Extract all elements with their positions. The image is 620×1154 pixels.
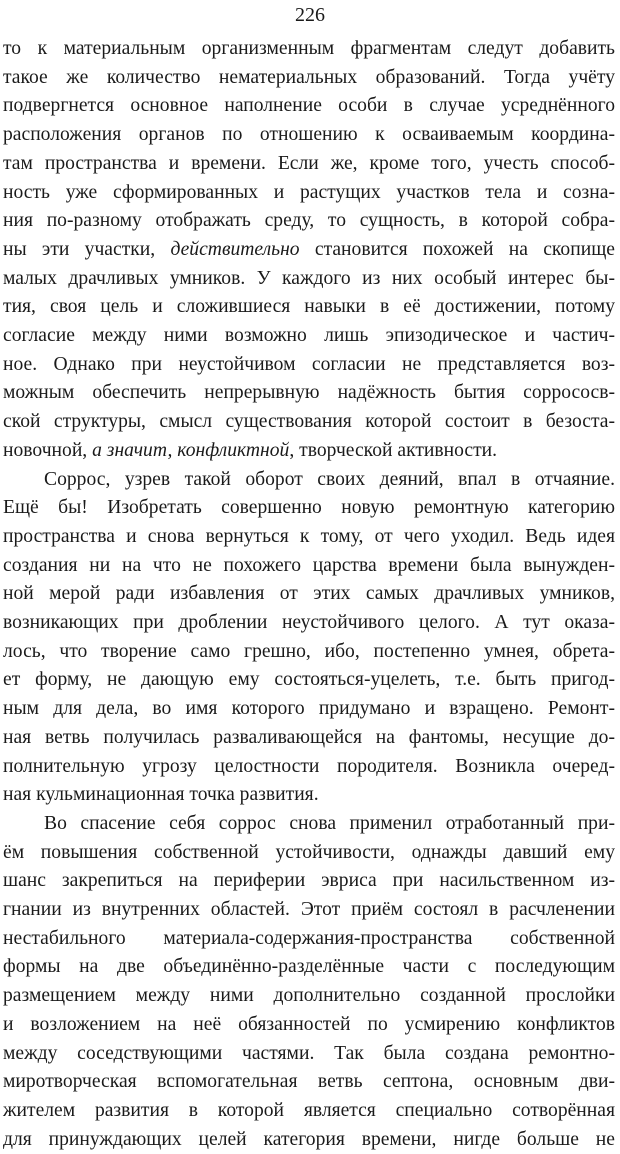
text-line: пространства и снова вернуться к тому, от чего уходил. Ведь идея (3, 525, 615, 547)
text-line: такое же количество нематериальных образований. Тогда учёту (3, 66, 615, 88)
text-segment: становится похожей на скопище (299, 238, 615, 260)
text-line: расположения органов по отношению к осваиваемым координа- (3, 124, 615, 146)
italic-emphasis: а значит, конфликтной (92, 439, 290, 461)
text-line: миротворческая вспомогательная ветвь септона, основным дви- (3, 1071, 615, 1093)
text-line: тия, своя цель и сложившиеся навыки в её достижении, потому (3, 296, 615, 318)
text-line: то к материальным организменным фрагментам следут добавить (3, 38, 615, 59)
text-line (3, 437, 615, 465)
text-segment: новочной, (3, 439, 93, 461)
text-line: ным для дела, во имя которого придумано и взращено. Ремонт- (3, 698, 615, 720)
text-line: Ещё бы! Изобретать совершенно новую ремонтную категорию (3, 497, 615, 519)
text-line: ной мерой ради избавления от этих самых драчливых умников, (3, 583, 615, 605)
text-line: полнительную угрозу целостности породителя. Возникла очеред- (3, 755, 615, 777)
text-line: подвергнется основное наполнение особи в случае усреднённого (3, 95, 615, 117)
text-line: согласие между ними возможно лишь эпизодическое и частич- (3, 325, 615, 346)
text-line: ния по-разному отображать среду, то сущность, в которой собра- (3, 210, 615, 232)
text-line: Во спасение себя соррос снова применил отработанный при- (44, 812, 615, 834)
text-line: Соррос, узрев такой оборот своих деяний, впал в отчаяние. (44, 468, 615, 490)
text-line: нестабильного материала-содержания-пространства собственной (3, 927, 615, 949)
text-line: и возложением на неё обязанностей по усмирению конфликтов (3, 1013, 615, 1035)
text-line: жителем развития в которой является специально сотворённая (3, 1099, 615, 1121)
page-number: 226 (295, 4, 325, 26)
text-line: ет форму, не дающую ему состояться-уцелеть, т.е. быть пригод- (3, 669, 615, 691)
text-line: ской структуры, смысл существования которой состоит в безоста- (3, 411, 615, 433)
text-line: размещением между ними дополнительно созданной прослойки (3, 985, 615, 1007)
text-line: между соседствующими частями. Так была создана ремонтно- (3, 1042, 615, 1064)
text-line (3, 236, 615, 264)
text-line: там пространства и времени. Если же, кроме того, учесть способ- (3, 152, 615, 174)
text-line: малых драчливых умников. У каждого из них особый интерес бы- (3, 267, 615, 289)
text-line: ная ветвь получилась разваливающейся на фантомы, несущие до- (3, 726, 615, 748)
text-segment: , творческой активности. (289, 439, 498, 461)
text-line: для принуждающих целей категория времени, нигде больше не (3, 1128, 615, 1150)
text-line: можным обеспечить непрерывную надёжность бытия соррососв- (3, 382, 615, 404)
text-line: возникающих при дроблении неустойчивого целого. А тут оказа- (3, 612, 615, 633)
text-segment: ны эти участки, (3, 238, 171, 260)
text-line: ём повышения собственной устойчивости, однажды давший ему (3, 841, 615, 863)
text-line: гнании из внутренних областей. Этот приём состоял в расчленении (3, 899, 615, 920)
italic-emphasis: действительно (170, 238, 300, 260)
text-line: создания ни на что не похожего царства времени была вынужден- (3, 554, 615, 576)
text-line: лось, что творение само грешно, ибо, постепенно умнея, обрета- (3, 640, 615, 662)
text-line: шанс закрепиться на периферии эвриса при насильственном из- (3, 870, 615, 892)
text-line: ность уже сформированных и растущих участков тела и созна- (3, 181, 615, 203)
text-line: формы на две объединённо-разделённые части с последующим (3, 956, 615, 978)
text-line: ная кульминационная точка развития. (3, 784, 319, 806)
text-line: ное. Однако при неустойчивом согласии не представляется воз- (3, 353, 615, 375)
